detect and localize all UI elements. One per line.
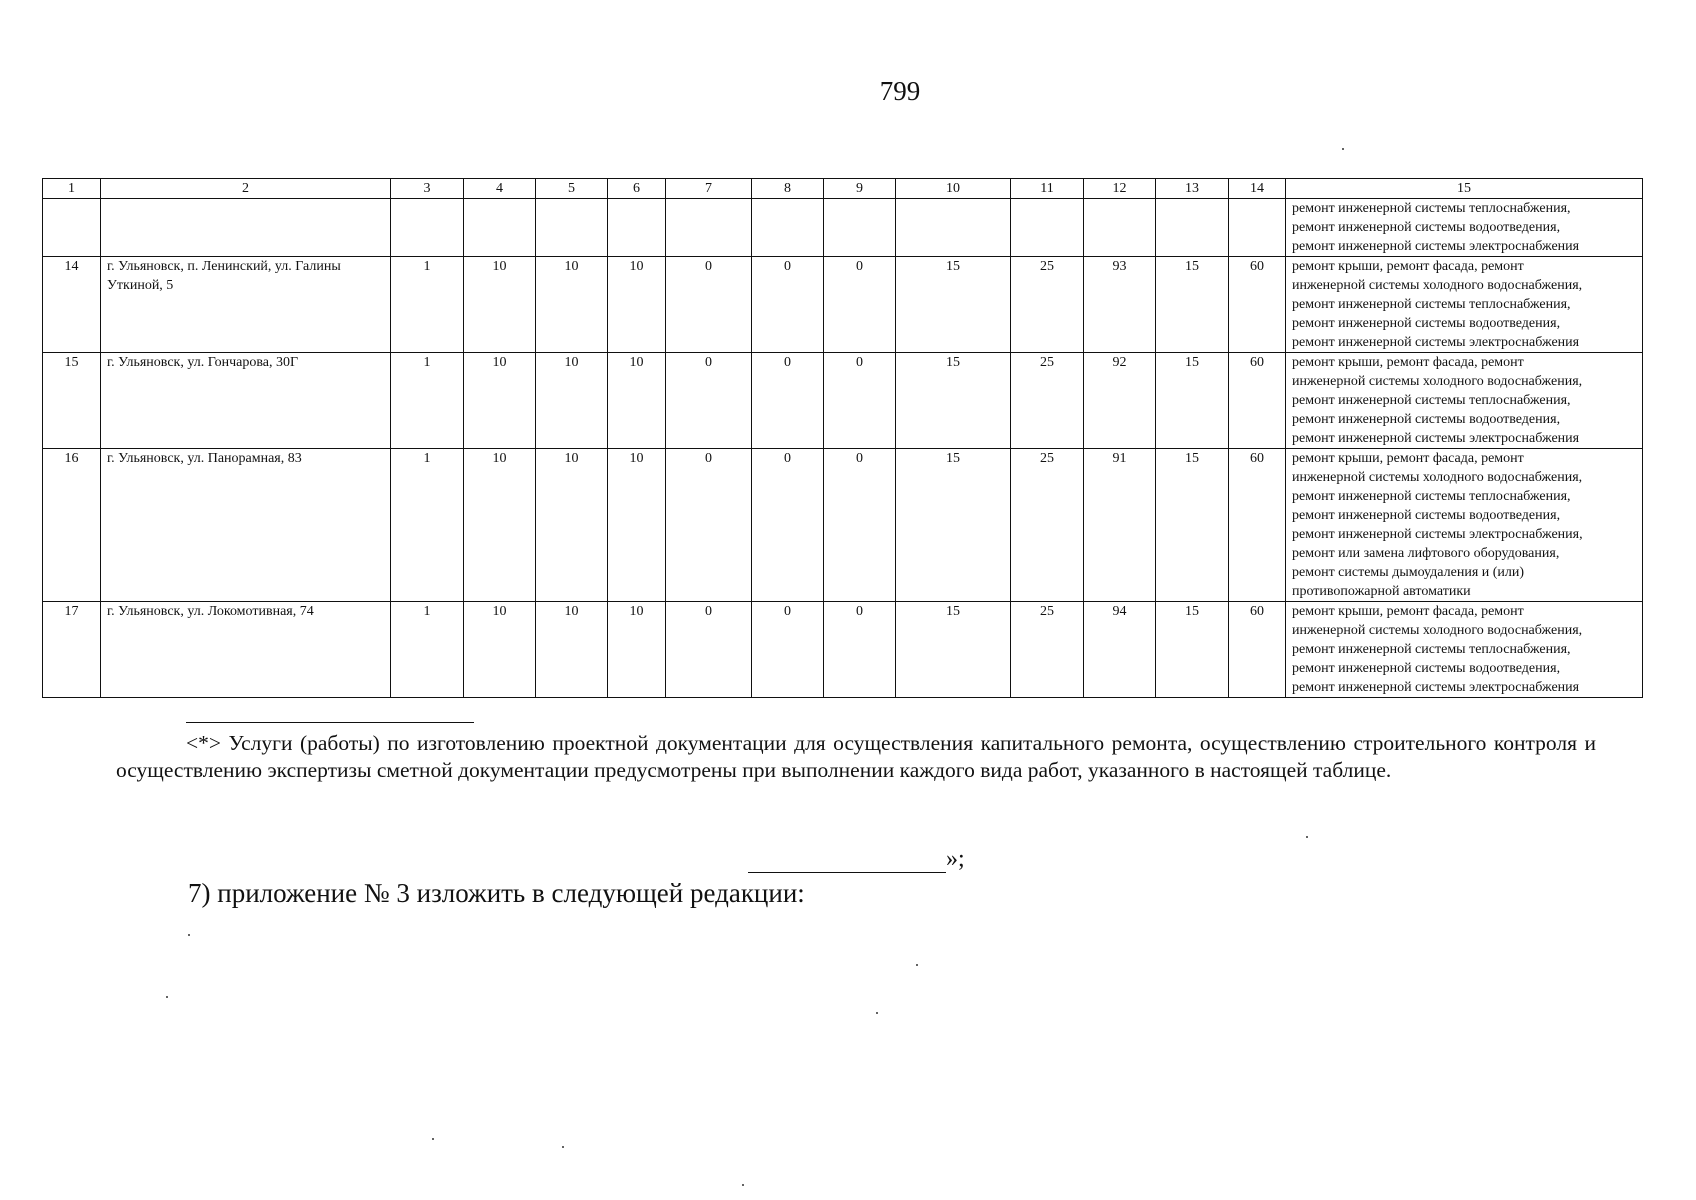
instruction-text: 7) приложение № 3 изложить в следующей редакции: [188, 878, 805, 908]
scan-speck [1342, 148, 1344, 150]
value-cell: 0 [824, 257, 896, 353]
column-header: 2 [101, 179, 391, 199]
value-cell: 10 [608, 353, 666, 449]
scan-speck [432, 1138, 434, 1140]
column-header: 5 [536, 179, 608, 199]
value-cell [1084, 199, 1156, 257]
address-cell: г. Ульяновск, ул. Панорамная, 83 [101, 449, 391, 602]
address-cell: г. Ульяновск, ул. Гончарова, 30Г [101, 353, 391, 449]
value-cell: 1 [391, 257, 464, 353]
column-header: 14 [1229, 179, 1286, 199]
works-cell: ремонт крыши, ремонт фасада, ремонт инженерной системы холодного водоснабжения, ремонт инженерной системы теплоснабжения, ремонт инженерной системы водоотведения, ремонт инженерной системы электроснабжения, ремонт или замена лифтового оборудования, ремонт системы дымоудаления и (или) противопожарной автоматики [1286, 449, 1643, 602]
value-cell: 60 [1229, 353, 1286, 449]
page-number: 799 [879, 76, 921, 106]
value-cell [1156, 199, 1229, 257]
closing-mark [748, 846, 965, 873]
value-cell: 0 [666, 449, 752, 602]
value-cell: 0 [752, 602, 824, 698]
works-cell: ремонт крыши, ремонт фасада, ремонт инженерной системы холодного водоснабжения, ремонт инженерной системы теплоснабжения, ремонт инженерной системы водоотведения, ремонт инженерной системы электроснабжения [1286, 257, 1643, 353]
column-header: 10 [896, 179, 1011, 199]
footnote-separator [186, 722, 474, 723]
value-cell: 93 [1084, 257, 1156, 353]
value-cell: 1 [391, 602, 464, 698]
value-cell: 25 [1011, 449, 1084, 602]
address-cell: г. Ульяновск, ул. Локомотивная, 74 [101, 602, 391, 698]
row-number: 16 [43, 449, 101, 602]
value-cell [536, 199, 608, 257]
column-header: 9 [824, 179, 896, 199]
value-cell: 15 [1156, 353, 1229, 449]
value-cell: 15 [896, 257, 1011, 353]
value-cell: 10 [536, 602, 608, 698]
value-cell: 0 [666, 602, 752, 698]
table-header-row [43, 179, 1643, 199]
closing-quote: »; [946, 846, 965, 872]
table-row [43, 199, 1643, 257]
row-number: 15 [43, 353, 101, 449]
value-cell: 10 [464, 449, 536, 602]
value-cell: 0 [666, 257, 752, 353]
value-cell: 10 [536, 257, 608, 353]
value-cell: 15 [896, 449, 1011, 602]
value-cell: 25 [1011, 602, 1084, 698]
value-cell: 10 [536, 449, 608, 602]
column-header: 12 [1084, 179, 1156, 199]
scan-speck [742, 1184, 744, 1186]
value-cell [1011, 199, 1084, 257]
works-cell: ремонт крыши, ремонт фасада, ремонт инженерной системы холодного водоснабжения, ремонт инженерной системы теплоснабжения, ремонт инженерной системы водоотведения, ремонт инженерной системы электроснабжения [1286, 602, 1643, 698]
scan-speck [876, 1012, 878, 1014]
value-cell [752, 199, 824, 257]
scan-speck [188, 934, 190, 936]
column-header: 7 [666, 179, 752, 199]
address-cell: г. Ульяновск, п. Ленинский, ул. Галины Уткиной, 5 [101, 257, 391, 353]
works-cell: ремонт инженерной системы теплоснабжения, ремонт инженерной системы водоотведения, ремонт инженерной системы электроснабжения [1286, 199, 1643, 257]
value-cell: 10 [608, 257, 666, 353]
value-cell: 0 [752, 449, 824, 602]
column-header: 4 [464, 179, 536, 199]
value-cell: 10 [608, 602, 666, 698]
value-cell: 10 [464, 602, 536, 698]
value-cell [464, 199, 536, 257]
value-cell: 15 [1156, 602, 1229, 698]
scan-speck [166, 996, 168, 998]
value-cell: 0 [666, 353, 752, 449]
scan-speck [1306, 836, 1308, 838]
value-cell: 10 [536, 353, 608, 449]
works-cell: ремонт крыши, ремонт фасада, ремонт инженерной системы холодного водоснабжения, ремонт инженерной системы теплоснабжения, ремонт инженерной системы водоотведения, ремонт инженерной системы электроснабжения [1286, 353, 1643, 449]
row-number: 14 [43, 257, 101, 353]
column-header: 6 [608, 179, 666, 199]
value-cell: 10 [464, 257, 536, 353]
value-cell: 10 [464, 353, 536, 449]
repair-plan-table [42, 178, 1643, 698]
value-cell: 91 [1084, 449, 1156, 602]
value-cell [666, 199, 752, 257]
value-cell [608, 199, 666, 257]
row-number: 17 [43, 602, 101, 698]
value-cell: 1 [391, 353, 464, 449]
value-cell: 60 [1229, 257, 1286, 353]
value-cell: 25 [1011, 353, 1084, 449]
value-cell: 15 [896, 353, 1011, 449]
value-cell: 25 [1011, 257, 1084, 353]
value-cell: 15 [1156, 257, 1229, 353]
value-cell [824, 199, 896, 257]
value-cell [896, 199, 1011, 257]
value-cell [391, 199, 464, 257]
scan-speck [916, 964, 918, 966]
value-cell: 1 [391, 449, 464, 602]
value-cell: 0 [824, 602, 896, 698]
value-cell: 0 [752, 257, 824, 353]
column-header: 11 [1011, 179, 1084, 199]
table-row [43, 257, 1643, 353]
value-cell: 0 [824, 353, 896, 449]
column-header: 15 [1286, 179, 1643, 199]
value-cell: 0 [824, 449, 896, 602]
closing-underline [748, 848, 946, 873]
column-header: 8 [752, 179, 824, 199]
value-cell: 15 [896, 602, 1011, 698]
table-row [43, 353, 1643, 449]
table-row [43, 449, 1643, 602]
column-header: 3 [391, 179, 464, 199]
value-cell: 60 [1229, 449, 1286, 602]
value-cell: 15 [1156, 449, 1229, 602]
column-header: 13 [1156, 179, 1229, 199]
table-row [43, 602, 1643, 698]
address-cell [101, 199, 391, 257]
row-number [43, 199, 101, 257]
column-header: 1 [43, 179, 101, 199]
value-cell: 0 [752, 353, 824, 449]
value-cell: 10 [608, 449, 666, 602]
value-cell: 60 [1229, 602, 1286, 698]
value-cell: 92 [1084, 353, 1156, 449]
scan-speck [562, 1146, 564, 1148]
footnote: <*> Услуги (работы) по изготовлению проектной документации для осуществления капитального ремонта, осуществлению строительного контроля и осуществлению экспертизы сметной документации предусмотрены при выполнении каждого вида работ, указанного в настоящей таблице. [116, 731, 1596, 782]
value-cell: 94 [1084, 602, 1156, 698]
value-cell [1229, 199, 1286, 257]
